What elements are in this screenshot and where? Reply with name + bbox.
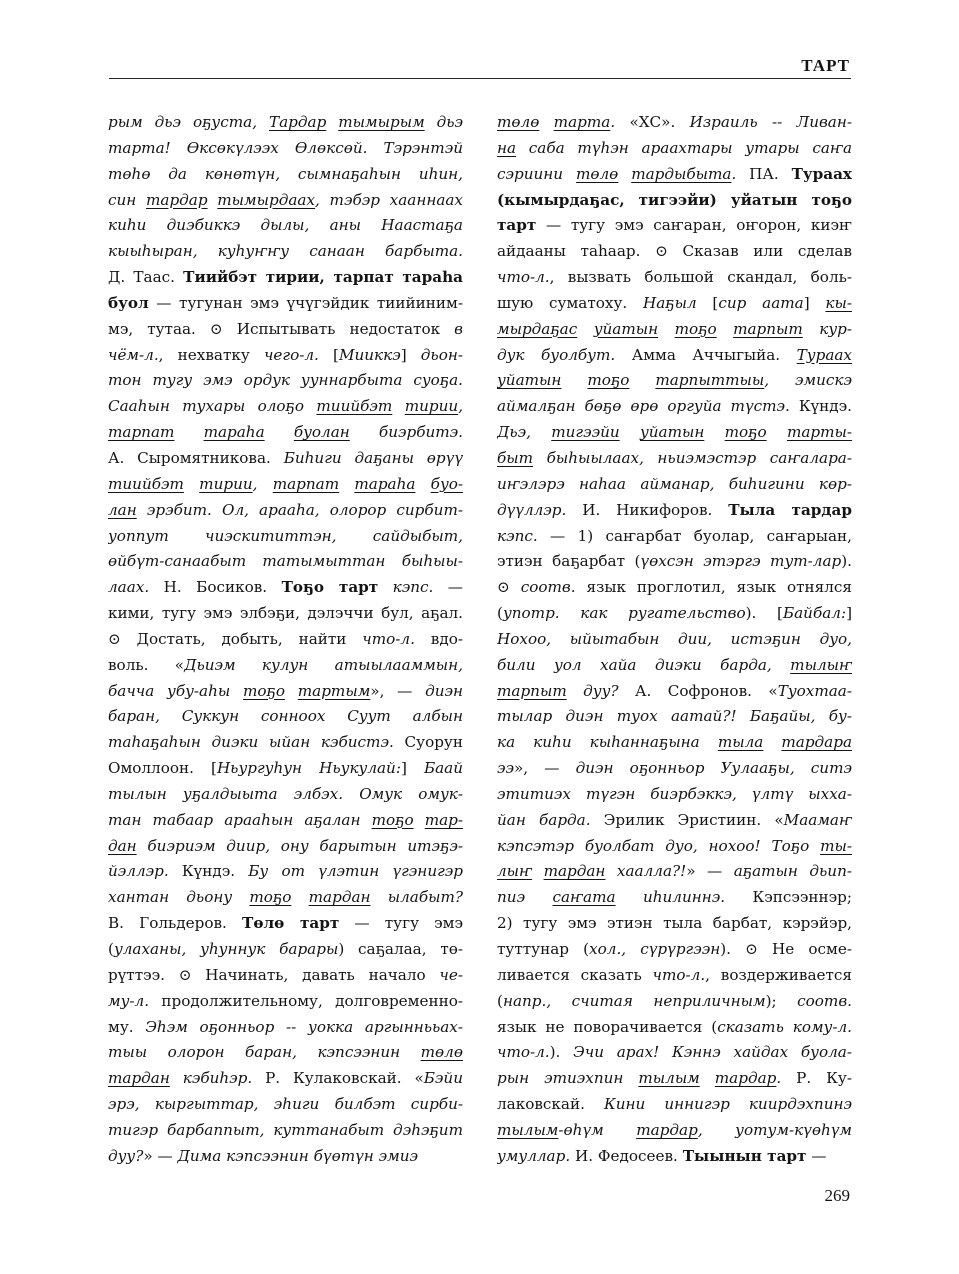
text-line: төлө тарта. «ХС». Израиль -- Ливан- <box>497 113 852 131</box>
running-head: ТАРТ <box>801 56 850 75</box>
text-line: быт быһыылаах, ньиэмэстэр саҥалара- <box>497 448 852 467</box>
text-line: тылын уҕалдыыта элбэх. Омук омук- <box>108 784 463 803</box>
text-line: ливается сказать что-л., воздерживается <box>497 965 852 984</box>
text-line: уоппут чиэскититтэн, сайдыбыт, <box>108 526 463 545</box>
left-column <box>108 110 463 1170</box>
text-line: өйбүт-санаабыт татымыттан быһыы- <box>108 552 463 571</box>
text-line: Сааһын тухары олоҕо тиийбэт тирии, <box>108 397 463 416</box>
text-line: рым дьэ оҕуста, Тардар тымырым дьэ <box>108 113 463 131</box>
text-line: баччa убу-аһы тоҕо тартым», — диэн <box>108 681 463 700</box>
text-line: син тардар тымырдаах, тэбэр хааннаах <box>108 190 463 209</box>
text-line: Д. Таас. Тиийбэт тирии, тарпат тараһа <box>108 268 463 287</box>
text-line: хантан дьону тоҕо тардан ылабыт? <box>108 888 463 907</box>
text-line: киһи диэбиккэ дылы, аны Наастаҕа <box>108 216 463 235</box>
text-line: били уол хайа диэки барда, тылыҥ <box>497 655 852 674</box>
text-line: тарта! Өксөкүлээх Өлөксөй. Тэрэнтэй <box>108 138 463 157</box>
text-line: (улаханы, уһуннук барары) саҕалаа, тө- <box>108 940 463 958</box>
text-line: этитиэх түгэн биэрбэккэ, үлтү ыхха- <box>497 784 852 803</box>
text-line: дан биэриэм диир, ону барытын итэҕэ- <box>108 836 463 855</box>
text-line: дуу?» — Дима кэпсээнин бүөтүн эмиэ <box>108 1146 418 1165</box>
text-line: лыҥ тардан хаалла?!» — аҕатын дьип- <box>497 862 852 881</box>
text-line: тан табаар арааһын аҕалан тоҕо тар- <box>108 810 463 829</box>
text-line: умуллар. И. Федосеев. Тыынын тарт — <box>497 1146 827 1165</box>
text-line: тыы олорон баран, кэпсээнин төлө <box>108 1043 463 1062</box>
text-line: что-л., вызвать большой скандал, боль- <box>497 268 852 287</box>
text-line: мырдаҕас уйатын тоҕо тарпыт кур- <box>497 319 852 338</box>
text-line: тарт — тугу эмэ саҥаран, оҥорон, киэҥ <box>497 216 852 235</box>
text-line: тарпыт дуу? А. Софронов. «Туохтаа- <box>497 681 852 700</box>
text-line: лан эрэбит. Ол, арааһа, олорор сирбит- <box>108 500 463 519</box>
text-line: пиэ саҥата иһилиннэ. Кэпсээннэр; <box>497 888 852 907</box>
text-line: баран, Суккун сонноох Суут албын <box>108 707 463 726</box>
text-line: му. Эһэм оҕонньор -- уокка аргыннььах- <box>108 1017 463 1036</box>
text-line: В. Гольдеров. Төлө тарт — тугу эмэ <box>108 914 463 933</box>
text-line: буол — тугунан эмэ үчүгэйдик тиийиним- <box>108 293 463 312</box>
text-line: тылар диэн туох аатай?! Баҕайы, бу- <box>497 707 852 726</box>
text-line: этиэн баҕарбат (үөхсэн этэргэ тут-лар). <box>497 552 852 571</box>
text-line: тарпат тараһа буолан биэрбитэ. <box>108 423 463 442</box>
text-line: иҥэлэрэ наһаа айманар, биһигини көр- <box>497 474 852 493</box>
text-line: (кымырдаҕас, тигээйи) уйатын тоҕо <box>497 190 852 209</box>
text-line: 2) тугу эмэ этиэн тыла барбат, кэрэйэр, <box>497 914 852 933</box>
text-line: тиийбэт тирии, тарпат тараһа буо- <box>108 474 463 493</box>
text-line: мэ, тутаа. ⊙ Испытывать недостаток в <box>108 319 463 338</box>
text-line: тон тугу эмэ ордук ууннарбыта суоҕа. <box>108 371 463 390</box>
text-line: ⊙ соотв. язык проглотил, язык отнялся <box>497 578 852 597</box>
text-line: Омоллоон. [Ньургуһун Ньукулай:] Баай <box>108 759 463 778</box>
text-line: на саба түһэн араахтары утары саҥа <box>497 138 852 157</box>
text-line: кэпс. — 1) саҥарбат буолар, саҥарыан, <box>497 526 852 545</box>
text-line: дук буолбут. Амма Аччыгыйа. Тураах <box>497 345 852 364</box>
text-line: йэллэр. Күндэ. Бу от үлэтин үгэнигэр <box>108 862 463 881</box>
text-line: Нохоо, ыйытабын дии, истэҕин дуо, <box>497 629 852 648</box>
text-line: А. Сыромятникова. Биһиги даҕаны өрүү <box>108 448 463 467</box>
text-line: ка киһи кыһаннаҕына тыла тардара <box>497 733 852 752</box>
text-line: воль. «Дьиэм кулун атыылааммын, <box>108 655 463 674</box>
text-line: (употр. как ругательство). [Байбал:] <box>497 604 852 623</box>
text-line: ээ», — диэн оҕонньор Уулааҕы, ситэ <box>497 759 852 778</box>
text-line: эрэ, кыргыттар, эһиги билбэт сирби- <box>108 1095 463 1114</box>
text-line: кэпсэтэр буолбат дуо, нохоо! Тоҕо ты- <box>497 836 852 855</box>
text-line: дүүллэр. И. Никифоров. Тыла тардар <box>497 500 852 519</box>
text-line: язык не поворачивается (сказать кому-л. <box>497 1017 852 1036</box>
text-line: чём-л., нехватку чего-л. [Мииккэ] дьон- <box>108 345 463 364</box>
text-line: Дьэ, тигээйи уйатын тоҕо тарты- <box>497 423 852 442</box>
text-line: кими, тугу эмэ элбэҕи, дэлэччи бул, аҕал. <box>108 604 463 623</box>
text-line: рын этиэхпин тылым тардар. Р. Ку- <box>497 1069 852 1088</box>
page-number: 269 <box>824 1186 850 1205</box>
text-line: тардан кэбиһэр. Р. Кулаковскай. «Бэйи <box>108 1069 463 1088</box>
text-line: төһө да көнөтүн, сымнаҕаһын иһин, <box>108 164 463 183</box>
text-line: лаах. Н. Босиков. Тоҕо тарт кэпс. — <box>108 578 463 597</box>
text-line: айдааны таһаар. ⊙ Сказав или сделав <box>497 242 852 261</box>
text-line: тылым-өһүм тардар, уотум-күөһүм <box>497 1120 852 1139</box>
text-line: шую суматоху. Наҕыл [сир аата] кы- <box>497 293 852 312</box>
text-line: ⊙ Достать, добыть, найти что-л. вдо- <box>108 629 463 648</box>
text-line: уйатын тоҕо тарпыттыы, эмискэ <box>497 371 852 390</box>
text-line: йан барда. Эрилик Эристиин. «Маамаҥ <box>497 810 852 829</box>
text-line: рүттээ. ⊙ Начинать, давать начало че- <box>108 965 463 984</box>
text-line: таһаҕаһын диэки ыйан кэбистэ. Суорун <box>108 733 463 752</box>
text-line: (напр., считая неприличным); соотв. <box>497 991 852 1010</box>
text-line: туттунар (хол., сүрүргээн). ⊙ Не осме- <box>497 940 852 958</box>
text-line: лаковскай. Кини иннигэр киирдэхпинэ <box>497 1095 852 1114</box>
text-line: аймалҕан бөҕө өрө оргуйа түстэ. Күндэ. <box>497 397 852 416</box>
header-rule <box>109 78 851 79</box>
text-line: что-л.). Эчи арах! Кэннэ хайдах буола- <box>497 1043 852 1062</box>
text-line: кыыһыран, куһуҥҥу санаан барбыта. <box>108 242 463 261</box>
text-line: сэриини төлө тардыбыта. ПА. Тураах <box>497 164 852 183</box>
text-line: му-л. продолжительному, долговременно- <box>108 991 463 1010</box>
text-line: тигэр барбаппыт, куттанабыт дэһэҕит <box>108 1120 463 1139</box>
right-column <box>497 110 852 1170</box>
